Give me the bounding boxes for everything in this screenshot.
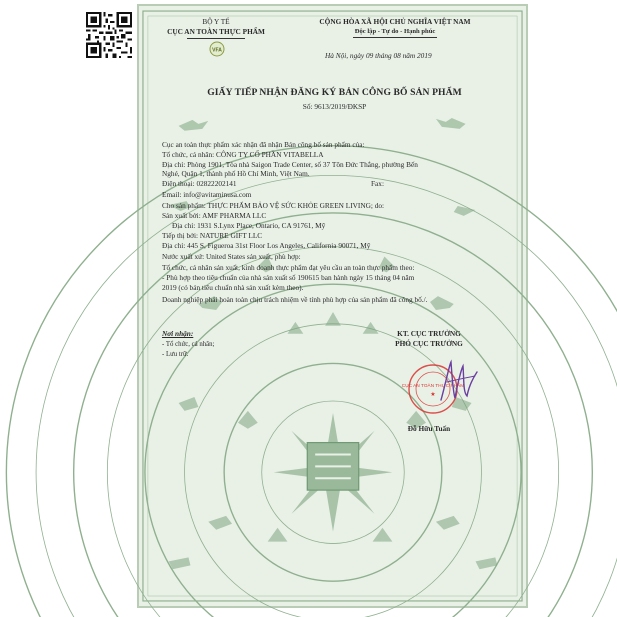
recipients-label: Nơi nhận: [162,329,194,338]
organization-address-line2: Nghé, Quận 1, thành phố Hồ Chí Minh, Việt Nam. [162,169,310,178]
fax: Fax: [371,179,384,188]
email: Email: info@avitaminusa.com [162,190,252,199]
manufacturer: Sản xuất bởi: AMF PHARMA LLC [162,211,267,220]
department-name: CỤC AN TOÀN THỰC PHẨM [167,27,265,36]
manufacturer-address: Địa chỉ: 1931 S.Lynx Place, Ontario, CA 91761, Mỹ [172,221,326,230]
svg-text:VFA: VFA [212,47,222,54]
distributor: Tiếp thị bởi: NATURE GIFT LLC [162,231,263,240]
certificate-document [137,4,528,608]
department-underline [187,38,245,39]
document-number: Số: 9613/2019/ĐKSP [302,102,367,111]
product-name: Cho sản phẩm: THỰC PHẨM BẢO VỆ SỨC KHỎE GREEN LIVING; do: [162,201,385,210]
standard-line2: 2019 (có bản tiêu chuẩn nhà sản xuất kèm theo). [162,283,304,292]
distributor-address: Địa chỉ: 445 S, Figueroa 31st Floor Los Angeles, California 90071, Mỹ [162,241,371,250]
standard-line1: - Phù hợp theo tiêu chuẩn của nhà sản xuất số 190615 ban hành ngày 15 tháng 04 năm [162,273,415,282]
country-of-origin: Nước xuất xứ: United States sản xuất, phù hợp: [162,252,301,261]
svg-text:★: ★ [430,392,436,398]
phone: Điện thoại: 02822202141 [162,179,237,188]
recipient-item: - Tổ chức, cá nhân; [162,341,215,348]
document-title: GIẤY TIẾP NHẬN ĐĂNG KÝ BẢN CÔNG BỐ SẢN PHẨM [207,87,462,98]
responsibility-text: Doanh nghiệp phải hoàn toàn chịu trách nhiệm về tính phù hợp của sản phẩm đã công bố./. [162,295,428,304]
recipient-item: - Lưu trữ. [162,351,189,358]
organization-address-line1: Địa chỉ: Phòng 1901, Tòa nhà Saigon Trade Center, số 37 Tôn Đức Thắng, phường Bến [162,160,418,169]
signer-role-1: KT. CỤC TRƯỞNG [397,329,461,338]
place-date: Hà Nội, ngày 09 tháng 08 năm 2019 [325,51,432,60]
qr-code [86,12,132,58]
signer-name: Đỗ Hữu Tuấn [407,424,451,433]
national-motto: Độc lập - Tự do - Hạnh phúc [354,28,436,35]
ministry-name: BỘ Y TẾ [202,17,230,26]
country-name: CỘNG HÒA XÃ HỘI CHỦ NGHĨA VIỆT NAM [319,17,471,26]
motto-underline [353,37,437,38]
vfa-logo [209,41,225,57]
stamp-text: CỤC AN TOÀN THỰC PHẨM [401,383,465,388]
signer-role-2: PHÓ CỤC TRƯỞNG [395,339,463,348]
intro-text: Cục an toàn thực phẩm xác nhận đã nhận Bản công bố sản phẩm của: [162,140,365,149]
handwritten-signature [437,356,481,406]
requirements-text: Tổ chức, cá nhân sản xuất, kinh doanh thực phẩm đạt yêu cầu an toàn thực phẩm theo: [162,263,415,272]
organization: Tổ chức, cá nhân: CÔNG TY CỔ PHẦN VITABELLA [162,150,324,159]
